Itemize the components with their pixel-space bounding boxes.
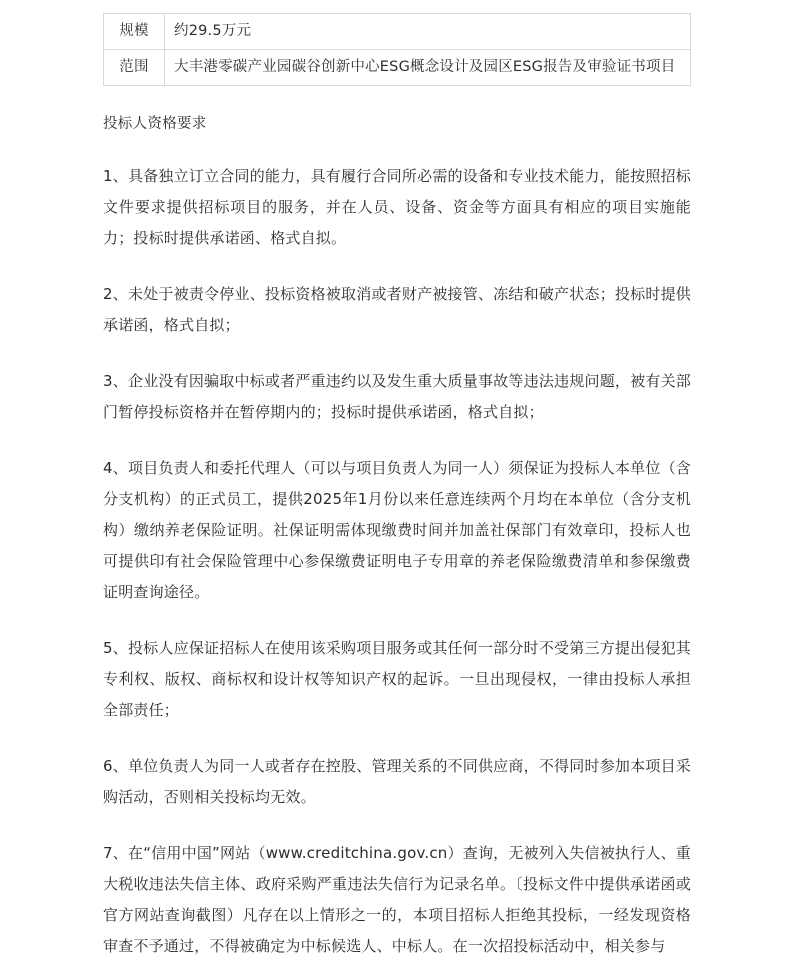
table-row-value: 大丰港零碳产业园碳谷创新中心ESG概念设计及园区ESG报告及审验证书项目 [165,50,691,86]
requirement-paragraph-1: 1、具备独立订立合同的能力，具有履行合同所必需的设备和专业技术能力，能按照招标文件要求提供招标项目的服务，并在人员、设备、资金等方面具有相应的项目实施能力；投标时提供承诺函、格式自拟。 [103,167,691,247]
requirement-paragraph-2: 2、未处于被责令停业、投标资格被取消或者财产被接管、冻结和破产状态；投标时提供承诺函，格式自拟； [103,285,691,334]
requirement-paragraph-4: 4、项目负责人和委托代理人（可以与项目负责人为同一人）须保证为投标人本单位（含分支机构）的正式员工，提供2025年1月份以来任意连续两个月均在本单位（含分支机构）缴纳养老保险证明。社保证明需体现缴费时间并加盖社保部门有效章印，投标人也可提供印有社会保险管理中心参保缴费证明电子专用章的养老保险缴费清单和参保缴费证明查询途径。 [103,459,691,601]
project-info-table [103,13,691,86]
project-info-table-body [104,14,691,86]
requirement-paragraph-3: 3、企业没有因骗取中标或者严重违约以及发生重大质量事故等违法违规问题，被有关部门暂停投标资格并在暂停期内的；投标时提供承诺函，格式自拟； [103,372,691,421]
table-row-label: 规模 [104,14,165,50]
document-content [103,0,691,962]
table-row [104,50,691,86]
section-heading: 投标人资格要求 [103,116,207,132]
table-row [104,14,691,50]
table-row-value: 约29.5万元 [165,14,691,50]
requirement-paragraph-7: 7、在“信用中国”网站（www.creditchina.gov.cn）查询，无被列入失信被执行人、重大税收违法失信主体、政府采购严重违法失信行为记录名单。〔投标文件中提供承诺函或官方网站查询截图）凡存在以上情形之一的，本项目招标人拒绝其投标，一经发现资格审查不予通过，不得被确定为中标候选人、中标人。在一次招投标活动中，相关参与 [103,844,691,955]
table-row-label: 范围 [104,50,165,86]
requirement-paragraph-5: 5、投标人应保证招标人在使用该采购项目服务或其任何一部分时不受第三方提出侵犯其专利权、版权、商标权和设计权等知识产权的起诉。一旦出现侵权，一律由投标人承担全部责任； [103,639,691,719]
requirement-paragraph-6: 6、单位负责人为同一人或者存在控股、管理关系的不同供应商，不得同时参加本项目采购活动，否则相关投标均无效。 [103,757,691,806]
